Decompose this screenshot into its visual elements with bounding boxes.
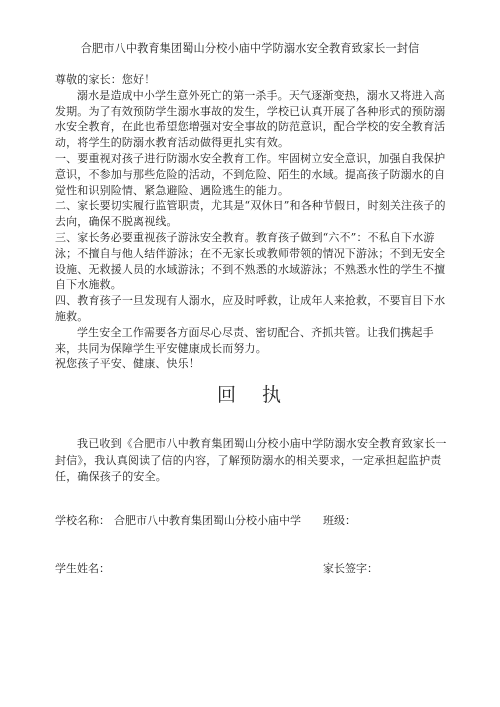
letter-conclusion: 学生安全工作需要各方面尽心尽责、密切配合、齐抓共管。让我们携起手来，共同为保障学生平安健康成长而努力。 xyxy=(55,325,434,355)
letter-title: 合肥市八中教育集团蜀山分校小庙中学防溺水安全教育致家长一封信 xyxy=(80,42,420,55)
letter-greeting: 尊敬的家长：您好！ xyxy=(55,73,156,86)
letter-point-1: 一、要重视对孩子进行防溺水安全教育工作。牢固树立安全意识，加强自我保护意识，不参加与那些危险的活动，不到危险、陌生的水域。提高孩子防溺水的自觉性和识别险情、紧急避险、遇险逃生的能力。 xyxy=(55,151,446,197)
school-name-row xyxy=(55,514,301,528)
parent-signature-label: 家长签字： xyxy=(323,562,378,575)
class-label: 班级： xyxy=(323,514,356,527)
letter-point-4: 四、教育孩子一旦发现有人溺水，应及时呼救，让成年人来抢救，不要盲目下水施救。 xyxy=(55,294,446,323)
school-name-value: 合肥市八中教育集团蜀山分校小庙中学 xyxy=(114,514,301,527)
school-name-label: 学校名称： xyxy=(55,514,110,527)
reply-title: 回 执 xyxy=(216,384,292,406)
letter-closing: 祝您孩子平安、健康、快乐！ xyxy=(55,357,200,371)
letter-point-2: 二、家长要切实履行监管职责，尤其是“双休日”和各种节假日，时刻关注孩子的去向，确保不脱离视线。 xyxy=(55,199,446,229)
reply-body: 我已收到《合肥市八中教育集团蜀山分校小庙中学防溺水安全教育致家长一封信》，我认真阅读了信的内容，了解预防溺水的相关要求，一定承担起监护责任，确保孩子的安全。 xyxy=(55,437,447,483)
letter-body xyxy=(55,72,451,372)
student-name-label: 学生姓名： xyxy=(55,562,110,575)
letter-point-3: 三、家长务必要重视孩子游泳安全教育。教育孩子做到“六不”：不私自下水游泳；不擅自与他人结伴游泳；在不无家长或教师带领的情况下游泳；不到无安全设施、无救援人员的水域游泳；不到不熟悉的水域游泳；不熟悉水性的学生不擅自下水施救。 xyxy=(55,230,446,292)
letter-intro-paragraph: 溺水是造成中小学生意外死亡的第一杀手。天气逐渐变热，溺水又将进入高发期。为了有效预防学生溺水事故的发生，学校已认真开展了各种形式的预防溺水安全教育，在此也希望您增强对安全事故的防范意识，配合学校的安全教育活动，将学生的防溺水教育活动做得更扎实有效。 xyxy=(55,88,446,150)
